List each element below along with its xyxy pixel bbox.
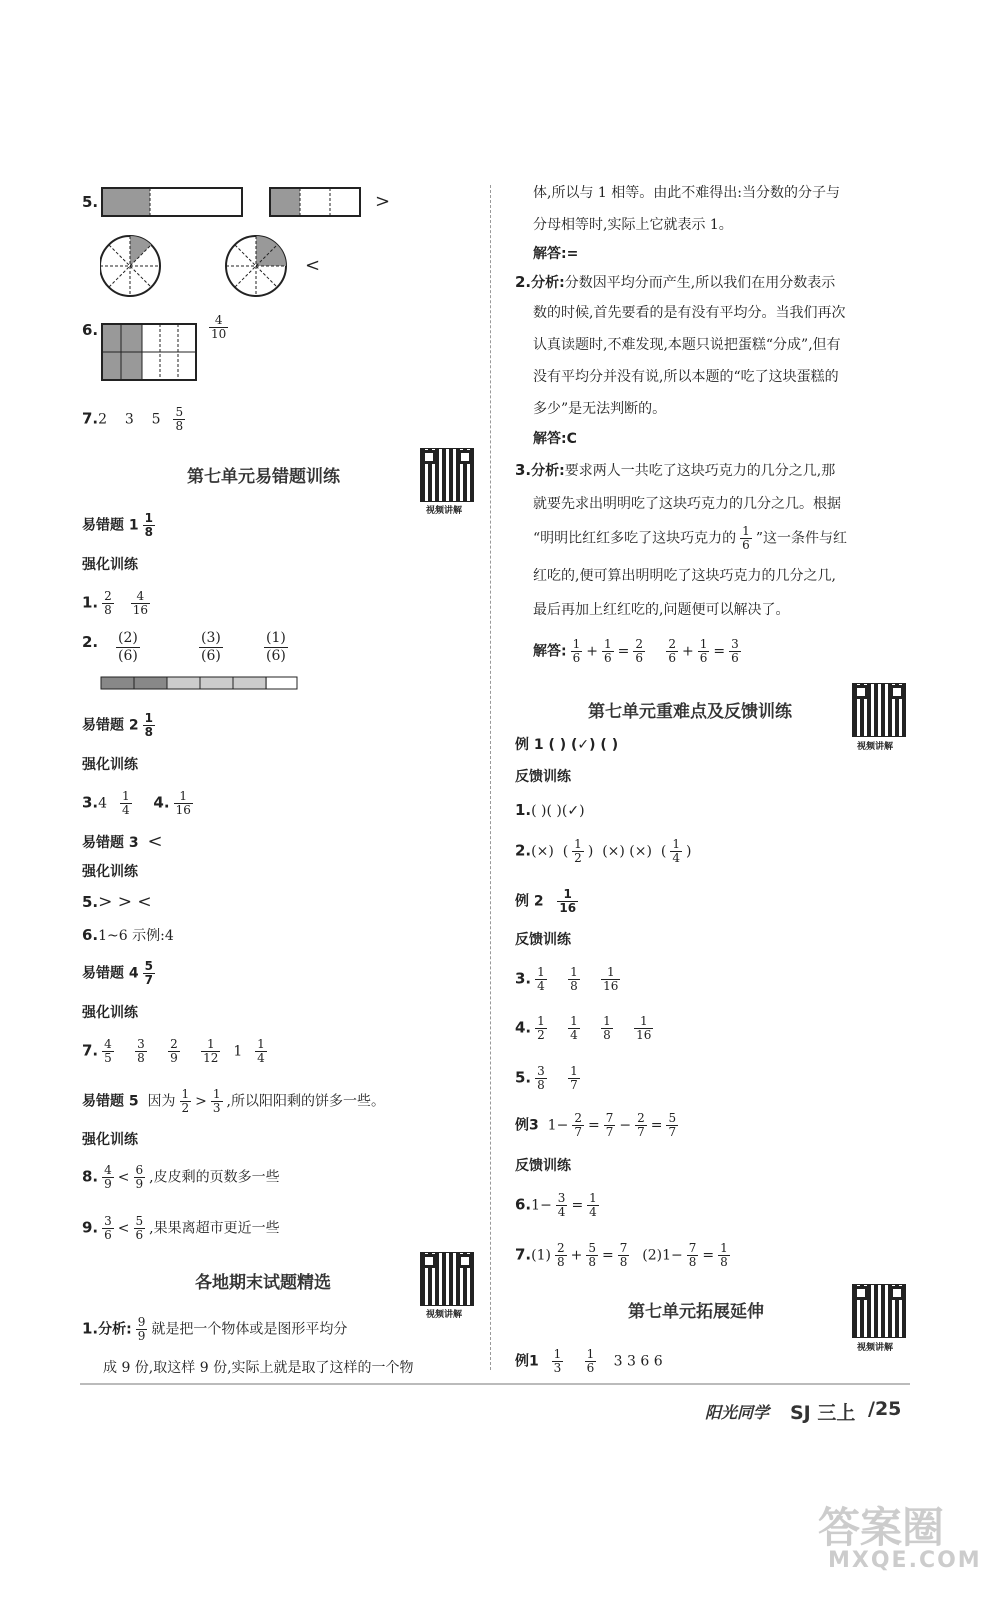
drill-8: 8. $\frac{4}{9}$ < $\frac{6}{9}$ ,皮皮剩的页数多一些 bbox=[82, 1163, 280, 1191]
analysis-3-l2: 就要先求出明明吃了这块巧克力的几分之几。根据 bbox=[533, 496, 841, 512]
feedback-heading-3: 反馈训练 bbox=[515, 1158, 571, 1174]
analysis-3-l3: “明明比红红多吃了这块巧克力的 $\frac{1}{6}$ ”这一条件与红 bbox=[533, 524, 847, 552]
brand-logo: 阳光同学 bbox=[705, 1403, 770, 1422]
qr-caption-3: 视频讲解 bbox=[857, 742, 894, 752]
analysis-3: 3.分析:要求两人一共吃了这块巧克力的几分之几,那 bbox=[515, 461, 836, 479]
analysis-2-l3: 认真读题时,不难发现,本题只说把蛋糕“分成”,但有 bbox=[533, 337, 841, 353]
q6-number: 6. bbox=[82, 321, 99, 339]
q5-number: 5. bbox=[82, 193, 99, 211]
analysis-3-l4: 红吃的,便可算出明明吃了这块巧克力的几分之几, bbox=[533, 568, 836, 584]
drill-heading-2: 强化训练 bbox=[82, 757, 138, 773]
error-1: 易错题 1 $\frac{1}{8}$ bbox=[82, 511, 153, 539]
q5-symbol-2: < bbox=[305, 255, 321, 276]
drill-2-bar bbox=[100, 675, 300, 693]
analysis-1-cont-2: 分母相等时,实际上它就表示 1。 bbox=[533, 217, 733, 233]
drill-heading-3: 强化训练 bbox=[82, 864, 138, 880]
error-2: 易错题 2 $\frac{1}{8}$ bbox=[82, 711, 153, 739]
error-4: 易错题 4 $\frac{5}{7}$ bbox=[82, 959, 153, 987]
q5-symbol-1: > bbox=[375, 191, 391, 212]
analysis-1-cont-1: 体,所以与 1 相等。由此不难得出:当分数的分子与 bbox=[533, 185, 840, 201]
drill-9: 9. $\frac{3}{6}$ < $\frac{5}{6}$ ,果果离超市更近一些 bbox=[82, 1214, 280, 1242]
feedback-heading-1: 反馈训练 bbox=[515, 769, 571, 785]
exam-analysis-1-line2: 成 9 份,取这样 9 份,实际上就是取了这样的一个物 bbox=[103, 1360, 414, 1376]
drill-2-frac-3: $\frac{(1)}{(6)}$ bbox=[266, 630, 286, 664]
example-1: 例 1 ( ) (✓) ( ) bbox=[515, 737, 619, 753]
analysis-3-l5: 最后再加上红红吃的,问题便可以解决了。 bbox=[533, 602, 790, 618]
feedback-5: 5. $\frac{3}{8}$ $\frac{1}{7}$ bbox=[515, 1064, 578, 1092]
qr-caption-4: 视频讲解 bbox=[857, 1343, 894, 1353]
feedback-6: 6.1− $\frac{3}{4}$ = $\frac{1}{4}$ bbox=[515, 1191, 597, 1219]
drill-2-frac-1: $\frac{(2)}{(6)}$ bbox=[118, 630, 138, 664]
watermark-logo: 答案圈 bbox=[818, 1503, 945, 1552]
answer-1: 解答:= bbox=[533, 246, 579, 262]
drill-3-4: 3.4 $\frac{1}{4}$ 4. $\frac{1}{16}$ bbox=[82, 789, 191, 817]
extension-example-1: 例1 $\frac{1}{3}$ $\frac{1}{6}$ 3 3 6 6 bbox=[515, 1347, 663, 1375]
feedback-heading-2: 反馈训练 bbox=[515, 932, 571, 948]
section-title-key-points: 第七单元重难点及反馈训练 bbox=[588, 702, 792, 722]
error-5: 易错题 5 因为 $\frac{1}{2}$ > $\frac{1}{3}$ ,所以阳阳剩的饼多一些。 bbox=[82, 1087, 385, 1115]
analysis-2-l5: 多少”是无法判断的。 bbox=[533, 401, 667, 417]
drill-heading-5: 强化训练 bbox=[82, 1132, 138, 1148]
grade-label: SJ 三上 bbox=[790, 1402, 856, 1424]
analysis-2: 2.分析:分数因平均分而产生,所以我们在用分数表示 bbox=[515, 273, 836, 291]
drill-5: 5.> > < bbox=[82, 892, 152, 912]
exam-analysis-1: 1.分析: $\frac{9}{9}$ 就是把一个物体或是图形平均分 bbox=[82, 1315, 348, 1343]
q7-line: 7.2 3 5 $\frac{5}{8}$ bbox=[82, 405, 184, 433]
drill-heading-4: 强化训练 bbox=[82, 1005, 138, 1021]
section-title-exams: 各地期末试题精选 bbox=[195, 1273, 331, 1293]
error-3: 易错题 3 < bbox=[82, 831, 163, 852]
feedback-3: 3. $\frac{1}{4}$ $\frac{1}{8}$ $\frac{1}{16}$ bbox=[515, 965, 619, 993]
footer-rule bbox=[80, 1383, 910, 1385]
feedback-1: 1.( )( )(✓) bbox=[515, 801, 585, 819]
qr-caption-2: 视频讲解 bbox=[426, 1310, 463, 1320]
answer-2: 解答:C bbox=[533, 431, 577, 447]
section-title-extension: 第七单元拓展延伸 bbox=[628, 1302, 764, 1322]
q6-answer: $\frac{4}{10}$ bbox=[211, 313, 227, 341]
qr-code-2[interactable] bbox=[420, 1252, 474, 1306]
answer-3: 解答: $\frac{1}{6}$ + $\frac{1}{6}$ = $\frac{2}{6}$ $\frac{2}{6}$ + $\frac{1}{6}$ = $\frac{3}{6}$ bbox=[533, 637, 739, 665]
example-3: 例3 1− $\frac{2}{7}$ = $\frac{7}{7}$ − $\frac{2}{7}$ = $\frac{5}{7}$ bbox=[515, 1111, 677, 1139]
fraction-figures-q5 bbox=[100, 186, 410, 316]
analysis-2-l2: 数的时候,首先要看的是有没有平均分。当我们再次 bbox=[533, 305, 846, 321]
feedback-7: 7.(1) $\frac{2}{8}$ + $\frac{5}{8}$ = $\frac{7}{8}$ (2)1− $\frac{7}{8}$ = $\frac{1}{8}$ bbox=[515, 1241, 728, 1269]
qr-caption-1: 视频讲解 bbox=[426, 506, 463, 516]
drill-1: 1. $\frac{2}{8}$ $\frac{4}{16}$ bbox=[82, 589, 148, 617]
qr-code-3[interactable] bbox=[852, 683, 906, 737]
drill-6: 6.1~6 示例:4 bbox=[82, 926, 174, 944]
section-title-errors: 第七单元易错题训练 bbox=[187, 467, 340, 487]
fraction-grid-q6 bbox=[100, 322, 200, 384]
drill-2-frac-2: $\frac{(3)}{(6)}$ bbox=[201, 630, 221, 664]
watermark-url: MXQE.COM bbox=[828, 1548, 982, 1573]
qr-code-1[interactable] bbox=[420, 448, 474, 502]
page-number: /25 bbox=[868, 1398, 902, 1420]
feedback-2: 2.(×) ( $\frac{1}{2}$ ) (×) (×) ( $\frac{1}{4}$ ) bbox=[515, 837, 692, 865]
example-2: 例 2 $\frac{1}{16}$ bbox=[515, 887, 577, 915]
drill-heading-1: 强化训练 bbox=[82, 557, 138, 573]
feedback-4: 4. $\frac{1}{2}$ $\frac{1}{4}$ $\frac{1}{8}$ $\frac{1}{16}$ bbox=[515, 1014, 652, 1042]
analysis-2-l4: 没有平均分并没有说,所以本题的“吃了这块蛋糕的 bbox=[533, 369, 839, 385]
qr-code-4[interactable] bbox=[852, 1284, 906, 1338]
drill-7: 7. $\frac{4}{5}$ $\frac{3}{8}$ $\frac{2}{9}$ $\frac{1}{12}$ 1 $\frac{1}{4}$ bbox=[82, 1037, 265, 1065]
drill-2-number: 2. bbox=[82, 633, 99, 651]
column-divider bbox=[490, 185, 491, 1370]
